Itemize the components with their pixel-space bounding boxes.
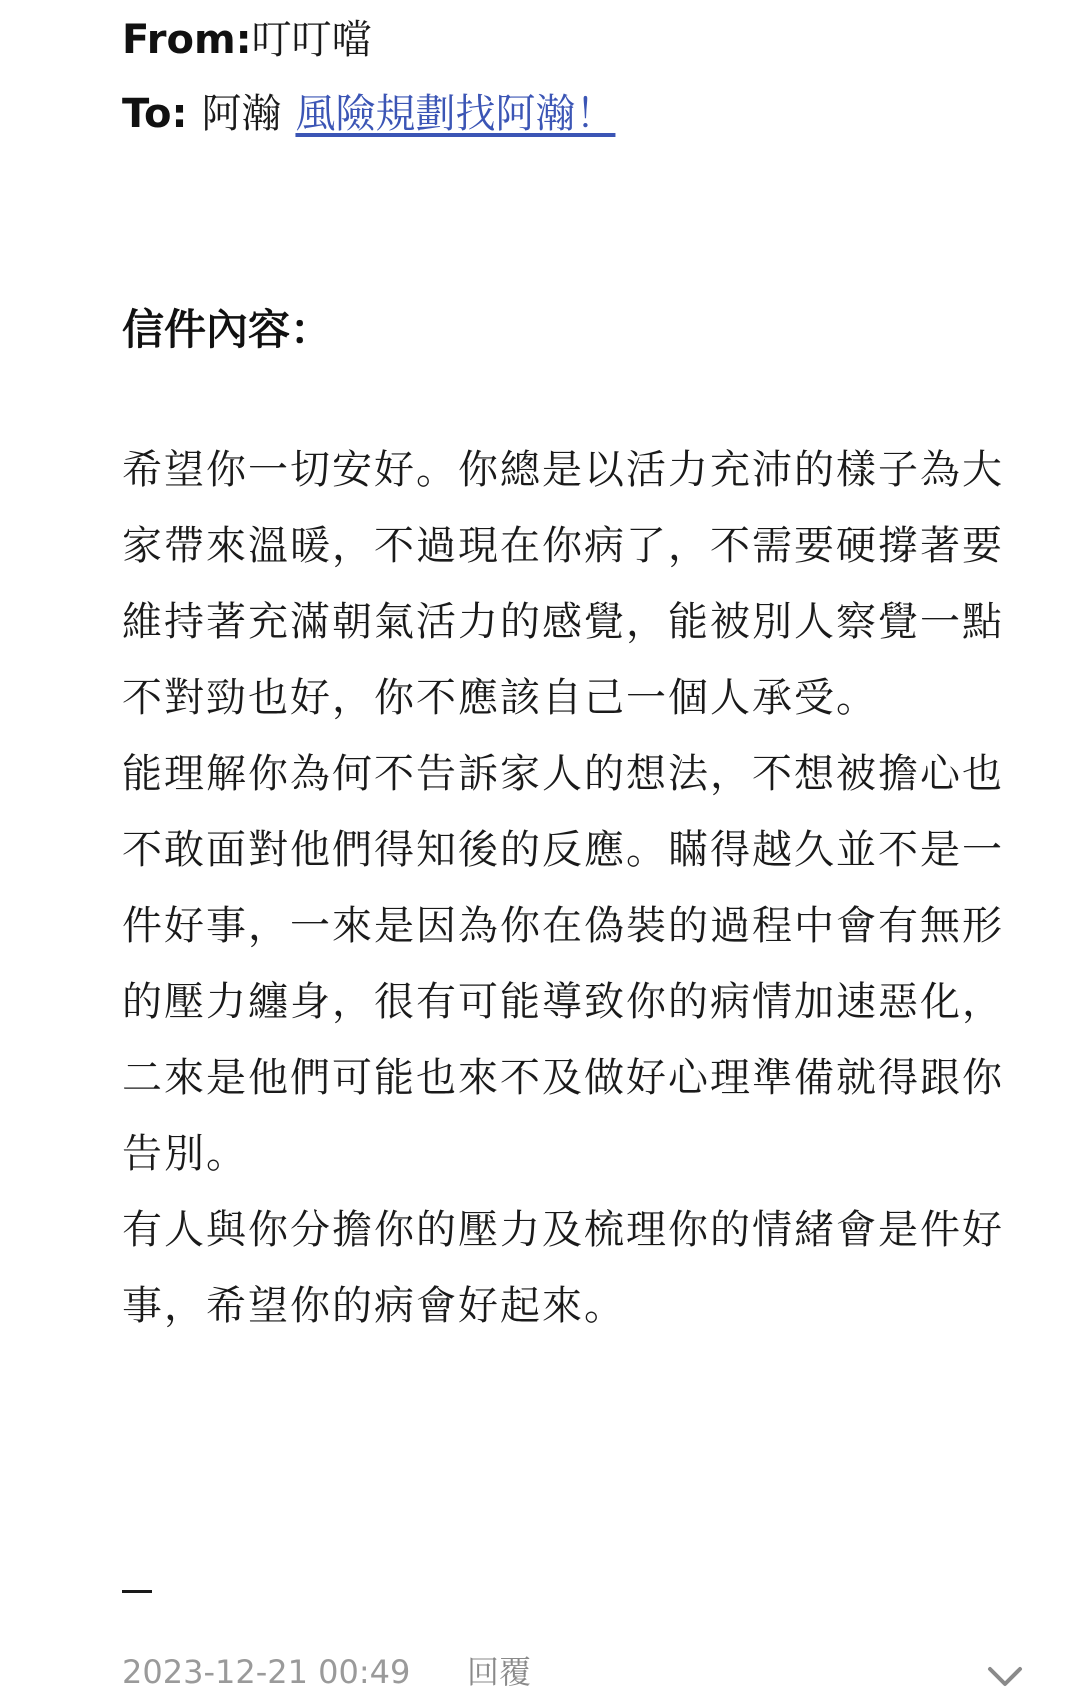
from-label: From: [122, 17, 252, 63]
sender-name: 叮叮噹 [251, 17, 372, 63]
message-body [122, 432, 1012, 1344]
message-content-heading: 信件內容： [122, 305, 333, 354]
recipient-link[interactable]: 風險規劃找阿瀚！ [295, 91, 616, 137]
to-label: To: [122, 91, 188, 137]
timestamp: 2023-12-21 00:49 [122, 1653, 411, 1691]
message-footer [122, 1648, 1022, 1696]
from-line [122, 12, 372, 68]
message-paragraph: 有人與你分擔你的壓力及梳理你的情緒會是件好事，希望你的病會好起來。 [122, 1207, 1004, 1329]
reply-button[interactable]: 回覆 [467, 1653, 532, 1691]
message-paragraph: 希望你一切安好。你總是以活力充沛的樣子為大家帶來溫暖，不過現在你病了，不需要硬撐著要維持著充滿朝氣活力的感覺，能被別人察覺一點不對勁也好，你不應該自己一個人承受。 [122, 447, 1004, 721]
signature-divider [122, 1590, 152, 1593]
recipient-name: 阿瀚 [201, 91, 282, 137]
to-line [122, 86, 615, 142]
chevron-down-icon[interactable] [987, 1654, 1023, 1678]
message-paragraph: 能理解你為何不告訴家人的想法，不想被擔心也不敢面對他們得知後的反應。瞞得越久並不是一件好事，一來是因為你在偽裝的過程中會有無形的壓力纏身，很有可能導致你的病情加速惡化，二來是他們可能也來不及做好心理準備就得跟你告別。 [122, 751, 1004, 1177]
